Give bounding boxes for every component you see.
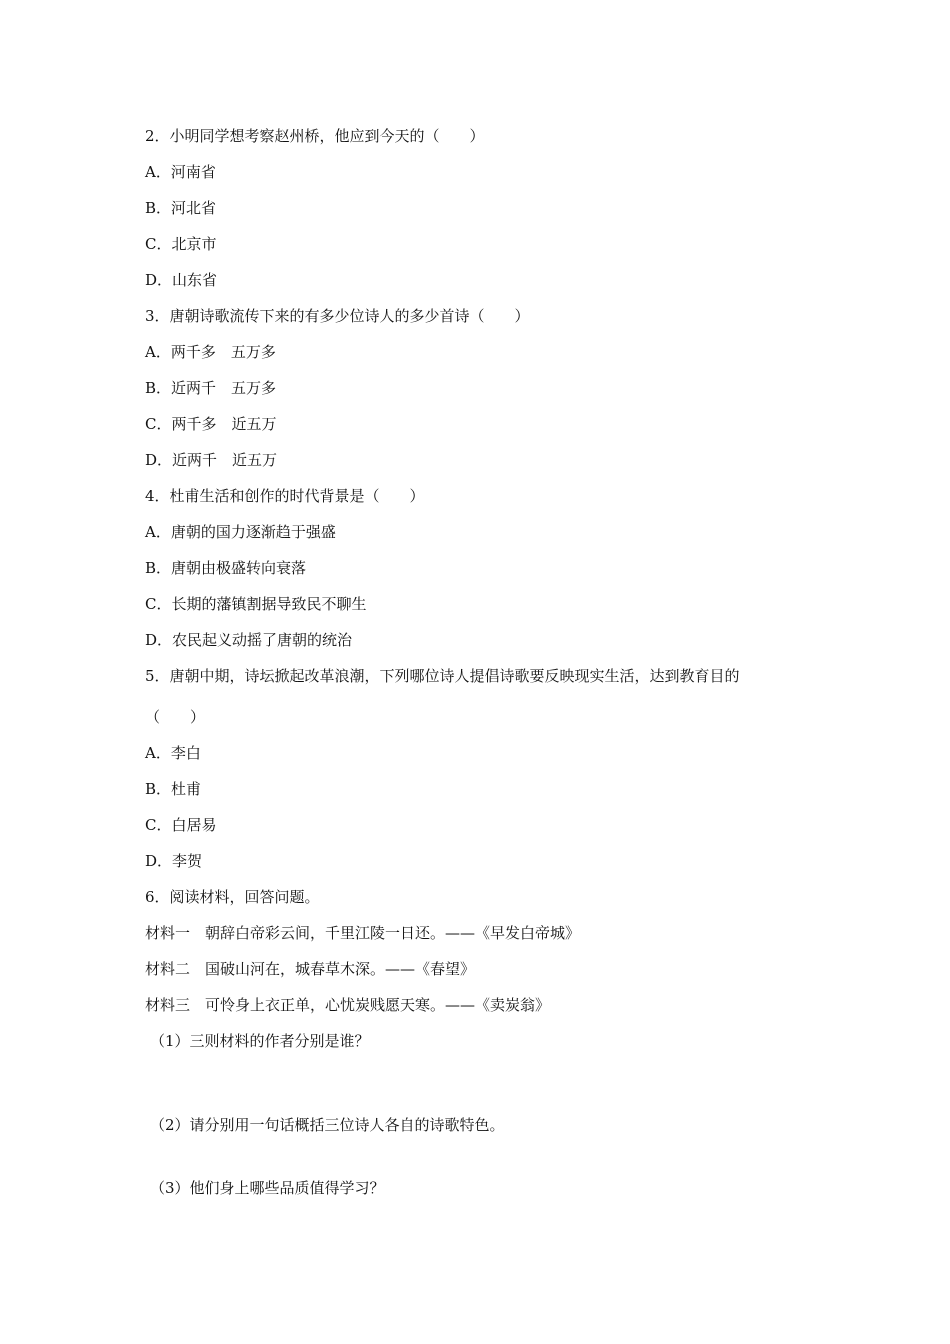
question-5-stem: 5．唐朝中期，诗坛掀起改革浪潮，下列哪位诗人提倡诗歌要反映现实生活，达到教育目的: [145, 667, 740, 685]
question-3-option-c: C．两千多 近五万: [145, 415, 277, 433]
question-3-stem: 3．唐朝诗歌流传下来的有多少位诗人的多少首诗（ ）: [145, 307, 530, 325]
question-6-stem: 6．阅读材料，回答问题。: [145, 888, 320, 906]
question-5-option-b: B．杜甫: [145, 780, 202, 798]
subquestion-1: （1）三则材料的作者分别是谁？: [150, 1032, 370, 1050]
question-2-stem: 2．小明同学想考察赵州桥，他应到今天的（ ）: [145, 127, 485, 145]
question-5-stem-continuation: （ ）: [145, 708, 206, 726]
question-3-option-b: B．近两千 五万多: [145, 379, 277, 397]
question-3-option-d: D．近两千 近五万: [145, 451, 278, 469]
question-3-option-a: A．两千多 五万多: [145, 343, 276, 361]
subquestion-2: （2）请分别用一句话概括三位诗人各自的诗歌特色。: [150, 1116, 505, 1134]
question-4-option-d: D．农民起义动摇了唐朝的统治: [145, 631, 353, 649]
question-2-option-b: B．河北省: [145, 199, 217, 217]
question-5-option-a: A．李白: [145, 744, 201, 762]
question-4-stem: 4．杜甫生活和创作的时代背景是（ ）: [145, 487, 425, 505]
material-2: 材料二 国破山河在，城春草木深。——《春望》: [145, 960, 476, 978]
subquestion-3: （3）他们身上哪些品质值得学习？: [150, 1179, 385, 1197]
question-4-option-b: B．唐朝由极盛转向衰落: [145, 559, 307, 577]
material-1: 材料一 朝辞白帝彩云间，千里江陵一日还。——《早发白帝城》: [145, 924, 581, 942]
question-4-option-c: C．长期的藩镇割据导致民不聊生: [145, 595, 367, 613]
question-5-option-d: D．李贺: [145, 852, 203, 870]
question-4-option-a: A．唐朝的国力逐渐趋于强盛: [145, 523, 336, 541]
question-5-option-c: C．白居易: [145, 816, 217, 834]
question-2-option-d: D．山东省: [145, 271, 218, 289]
question-2-option-c: C．北京市: [145, 235, 217, 253]
question-2-option-a: A．河南省: [145, 163, 216, 181]
material-3: 材料三 可怜身上衣正单，心忧炭贱愿天寒。——《卖炭翁》: [145, 996, 551, 1014]
